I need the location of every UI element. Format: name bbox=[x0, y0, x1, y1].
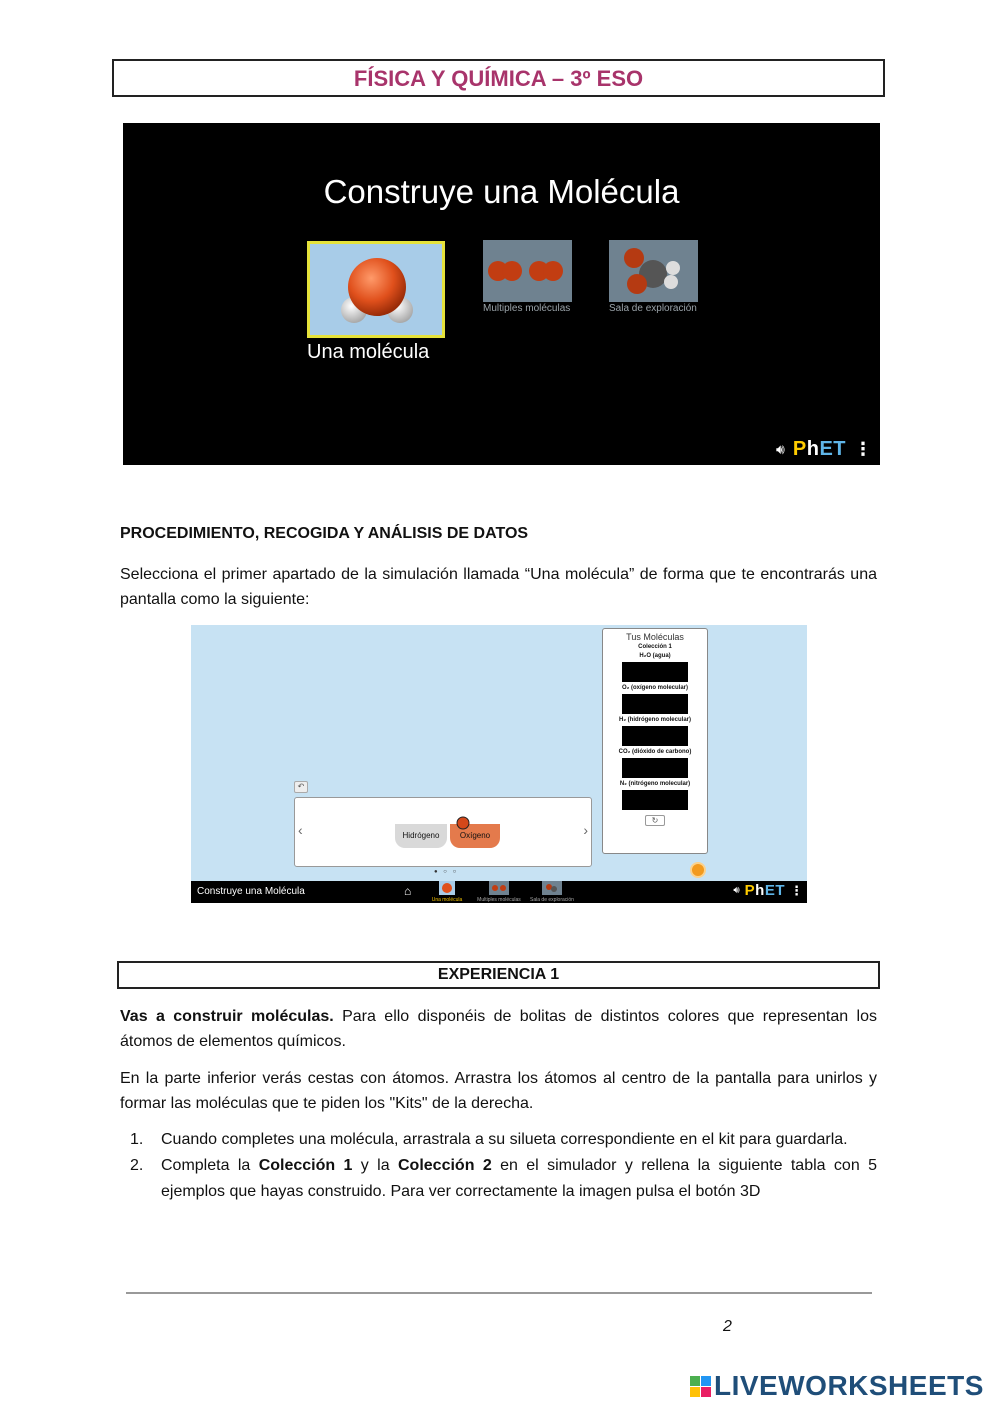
nav-label: Sala de exploración bbox=[530, 897, 574, 903]
water-molecule-icon bbox=[310, 244, 442, 335]
phet-footer-controls bbox=[776, 438, 872, 461]
oxygen-atom-icon[interactable] bbox=[453, 816, 473, 830]
kit-slot[interactable] bbox=[622, 694, 688, 714]
experience-title: EXPERIENCIA 1 bbox=[437, 966, 560, 983]
intro-paragraph: Selecciona el primer apartado de la simulación llamada “Una molécula” de forma que te encontrarás una pantalla como la siguiente: bbox=[120, 566, 877, 608]
list-text-d: Colección 2 bbox=[398, 1157, 492, 1174]
screen-label-una-molecula: Una molécula bbox=[307, 341, 430, 363]
screen-label-multiples-moleculas: Multiples moléculas bbox=[483, 303, 571, 314]
chevron-left-icon[interactable]: ‹ bbox=[298, 822, 303, 838]
kit-slot[interactable] bbox=[622, 790, 688, 810]
list-item bbox=[120, 1127, 877, 1153]
sound-icon[interactable]: 🔊︎ bbox=[776, 441, 785, 457]
water-molecule-icon bbox=[439, 881, 455, 895]
menu-kebab-icon[interactable]: ⋮ bbox=[790, 882, 803, 898]
footer-divider bbox=[126, 1292, 872, 1294]
kit-slot[interactable] bbox=[622, 662, 688, 682]
sim-home-title: Construye una Molécula bbox=[323, 173, 680, 210]
menu-kebab-icon[interactable]: ⋮ bbox=[854, 439, 872, 459]
liveworksheets-text: LIVEWORKSHEETS bbox=[714, 1370, 984, 1401]
instruction-list bbox=[120, 1127, 877, 1205]
list-number: 2. bbox=[130, 1157, 144, 1174]
screen-icon-sala-exploracion[interactable] bbox=[609, 240, 698, 302]
kits-panel bbox=[602, 628, 708, 854]
kits-collection-label: Colección 1 bbox=[638, 644, 672, 650]
list-text-a: Completa la bbox=[161, 1157, 259, 1174]
paragraph-1 bbox=[120, 1004, 877, 1054]
list-number: 1. bbox=[130, 1131, 144, 1148]
chevron-right-icon[interactable]: › bbox=[583, 822, 588, 838]
nav-item-sala-exploracion[interactable] bbox=[527, 881, 577, 903]
home-icon[interactable]: ⌂ bbox=[404, 884, 412, 898]
kit-slot[interactable] bbox=[622, 758, 688, 778]
sim-navbar-controls bbox=[733, 882, 803, 899]
nav-item-multiples-moleculas[interactable] bbox=[475, 881, 523, 903]
nav-label: Una molécula bbox=[431, 897, 463, 903]
kit-slot[interactable] bbox=[622, 726, 688, 746]
complex-molecule-icon bbox=[609, 240, 698, 302]
carousel-page-dots[interactable]: ● ○ ○ bbox=[434, 869, 459, 875]
sound-icon[interactable]: 🔊︎ bbox=[733, 885, 740, 896]
phet-logo[interactable]: PhET bbox=[744, 882, 785, 899]
kit-entry-label: O₂ (oxígeno molecular) bbox=[621, 685, 688, 691]
diatomic-molecules-icon bbox=[489, 881, 509, 895]
list-text-c: y la bbox=[352, 1157, 398, 1174]
atom-bucket-carousel bbox=[294, 797, 592, 867]
sim-screenshot bbox=[191, 625, 807, 903]
list-text-b: Colección 1 bbox=[258, 1157, 353, 1174]
phet-home-screenshot bbox=[123, 123, 880, 465]
page-number: 2 bbox=[723, 1318, 732, 1335]
header-box bbox=[112, 59, 885, 97]
bucket-hidrogeno[interactable] bbox=[395, 824, 447, 848]
complex-molecule-icon bbox=[542, 881, 562, 895]
navbar-title: Construye una Molécula bbox=[197, 886, 305, 897]
list-text-e: en el simulador y rellena la siguiente tabla con 5 ejemplos que hayas construido. Para ver correctamente la imagen pulsa el botón 3D bbox=[161, 1157, 877, 1200]
section-heading: PROCEDIMIENTO, RECOGIDA Y ANÁLISIS DE DATOS bbox=[120, 525, 529, 542]
paragraph-1-rest: Para ello disponéis de bolitas de distintos colores que representan los átomos de elementos químicos. bbox=[120, 1008, 878, 1050]
page-title: FÍSICA Y QUÍMICA – 3º ESO bbox=[353, 66, 644, 91]
kit-entry-label: CO₂ (dióxido de carbono) bbox=[618, 749, 692, 755]
paragraph-1-bold: Vas a construir moléculas. bbox=[120, 1008, 334, 1025]
undo-icon[interactable]: ↶ bbox=[294, 781, 308, 793]
phet-logo[interactable]: PhET bbox=[792, 438, 846, 460]
list-item bbox=[120, 1153, 877, 1205]
kit-entry-label: H₂O (agua) bbox=[639, 653, 671, 659]
screen-icon-una-molecula[interactable] bbox=[307, 241, 445, 338]
bucket-label: Oxígeno bbox=[459, 831, 491, 840]
liveworksheets-logo[interactable] bbox=[690, 1370, 984, 1402]
kit-entry-label: H₂ (hidrógeno molecular) bbox=[618, 717, 691, 723]
diatomic-molecules-icon bbox=[483, 240, 572, 302]
screen-icon-multiples-moleculas[interactable] bbox=[483, 240, 572, 302]
refresh-icon[interactable]: ↻ bbox=[645, 815, 665, 826]
kits-title: Tus Moléculas bbox=[626, 632, 684, 642]
kit-entry-label: N₂ (nitrógeno molecular) bbox=[619, 781, 691, 787]
list-text: Cuando completes una molécula, arrastrala a su silueta correspondiente en el kit para guardarla. bbox=[161, 1131, 848, 1148]
nav-item-una-molecula[interactable] bbox=[427, 881, 467, 903]
experience-title-box bbox=[117, 961, 880, 989]
nav-label: Multiples moléculas bbox=[477, 897, 521, 903]
liveworksheets-icon bbox=[690, 1376, 711, 1397]
reset-all-button[interactable] bbox=[690, 862, 706, 878]
screen-label-sala-exploracion: Sala de exploración bbox=[609, 303, 697, 314]
paragraph-2: En la parte inferior verás cestas con átomos. Arrastra los átomos al centro de la pantalla para unirlos y formar las moléculas que te piden los "Kits" de la derecha. bbox=[120, 1070, 877, 1112]
sim-navbar bbox=[191, 881, 807, 903]
bucket-label: Hidrógeno bbox=[402, 831, 440, 840]
